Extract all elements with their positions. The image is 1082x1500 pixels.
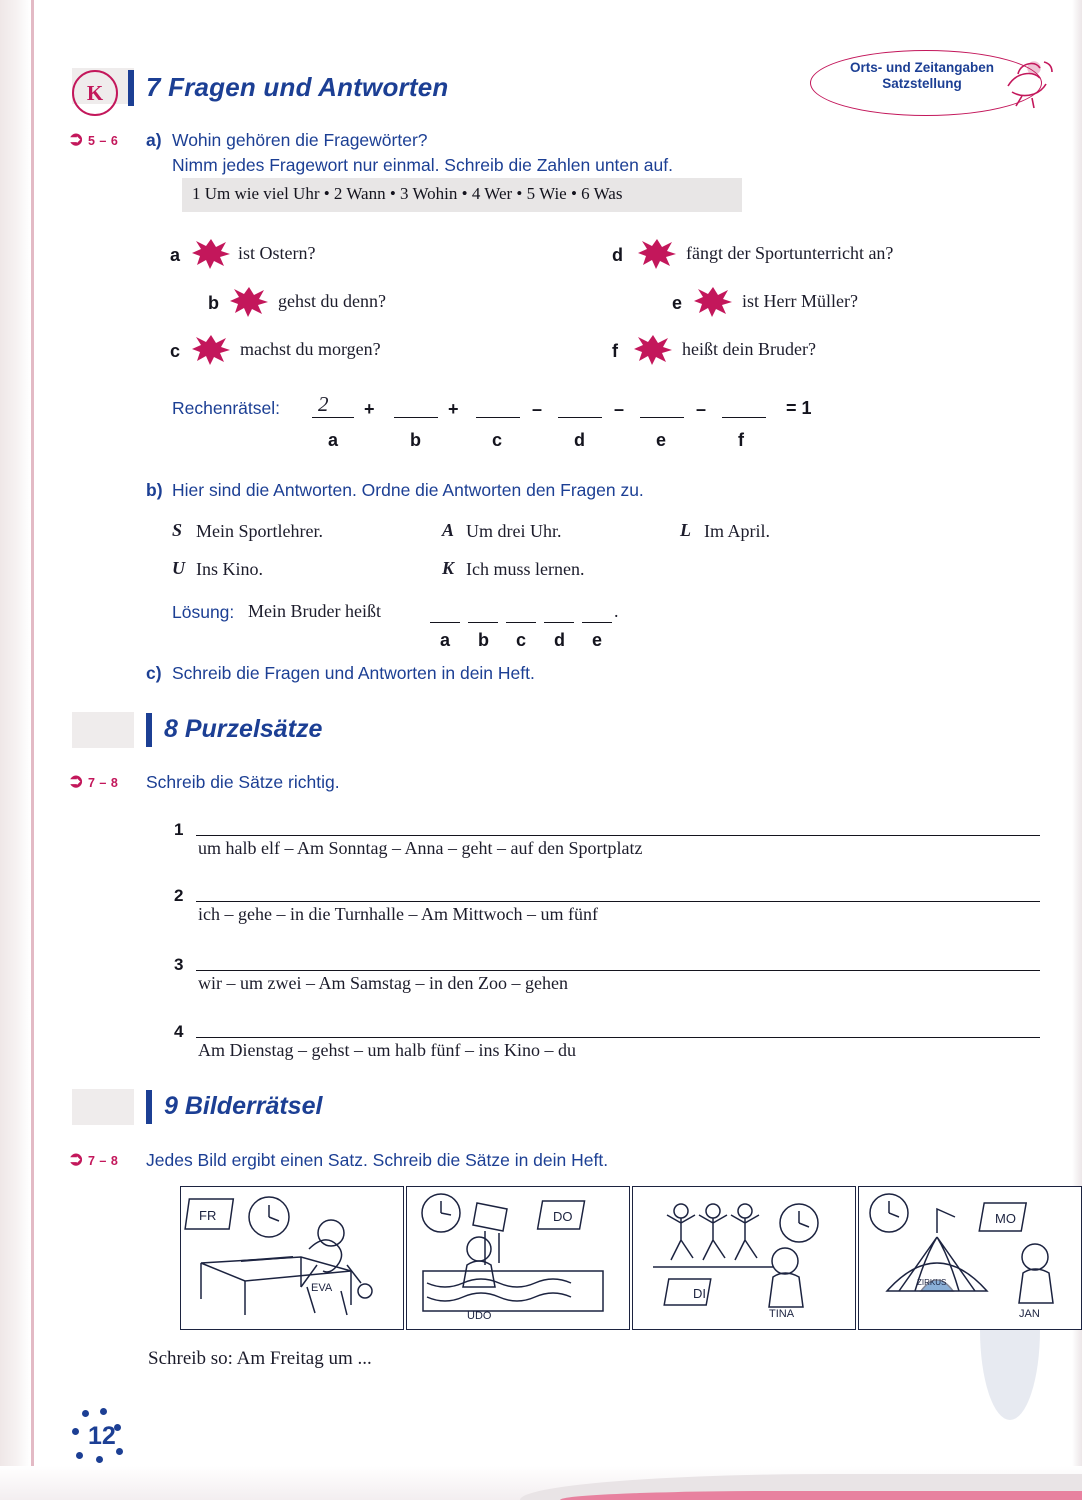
puzzle-slot-f-line	[722, 417, 766, 418]
sentence-write-line-4[interactable]	[196, 1037, 1040, 1038]
item-label-c: c	[170, 341, 181, 361]
svg-text:JAN: JAN	[1019, 1308, 1040, 1320]
svg-text:MO: MO	[995, 1211, 1016, 1226]
task-7a-marker: a)	[146, 130, 162, 150]
page-ref-arrow-7: ➲	[68, 129, 84, 150]
page-ref-9: 7 – 8	[88, 1154, 119, 1168]
task-8-instruction: Schreib die Sätze richtig.	[146, 772, 340, 792]
svg-text:TINA: TINA	[769, 1308, 795, 1320]
item-label-e: e	[672, 293, 683, 313]
exercise-7-heading: Fragen und Antworten	[168, 72, 449, 102]
puzzle-op-3: –	[532, 399, 543, 419]
solution-slot-label-e: e	[592, 630, 603, 650]
svg-text:DI: DI	[693, 1286, 706, 1301]
solution-period: .	[614, 601, 619, 621]
task-7a-line-1: Wohin gehören die Fragewörter?	[172, 130, 428, 150]
exercise-7-title	[146, 72, 448, 103]
scan-left-edge	[0, 0, 30, 1500]
svg-text:UDO: UDO	[467, 1310, 492, 1322]
item-text-d: fängt der Sportunterricht an?	[686, 243, 894, 263]
section-strip-8	[72, 712, 134, 748]
sentence-number-3: 3	[174, 955, 184, 974]
puzzle-slot-a-line	[312, 417, 354, 418]
page-number-badge	[70, 1408, 138, 1464]
item-text-c: machst du morgen?	[240, 339, 381, 359]
splat-icon	[632, 332, 674, 366]
puzzle-slot-label-b: b	[410, 430, 421, 450]
answer-text-S: Mein Sportlehrer.	[196, 521, 323, 541]
svg-text:ZIRKUS: ZIRKUS	[917, 1278, 947, 1287]
picture-2	[406, 1186, 630, 1330]
sentence-words-4: Am Dienstag – gehst – um halb fünf – ins Kino – du	[198, 1040, 576, 1060]
task-7a-line-2: Nimm jedes Fragewort nur einmal. Schreib die Zahlen unten auf.	[172, 155, 673, 175]
puzzle-slot-label-c: c	[492, 430, 503, 450]
answer-text-L: Im April.	[704, 521, 770, 541]
puzzle-op-1: +	[364, 399, 375, 419]
exercise-8-heading: Purzelsätze	[184, 715, 323, 743]
splat-icon	[636, 236, 678, 270]
task-7c-instruction: Schreib die Fragen und Antworten in dein Heft.	[172, 663, 535, 683]
splat-icon	[692, 284, 734, 318]
page-number: 12	[88, 1422, 116, 1450]
page-ref-arrow-8: ➲	[68, 771, 84, 792]
item-text-e: ist Herr Müller?	[742, 291, 858, 311]
sentence-write-line-1[interactable]	[196, 835, 1040, 836]
picture-3	[632, 1186, 856, 1330]
page-ref-7: 5 – 6	[88, 134, 119, 148]
puzzle-op-5: –	[696, 399, 707, 419]
topic-bubble-text	[822, 60, 1022, 92]
sentence-number-4: 4	[174, 1022, 184, 1041]
topic-line-2: Satzstellung	[882, 76, 962, 91]
task-9-instruction: Jedes Bild ergibt einen Satz. Schreib die Sätze in dein Heft.	[146, 1150, 609, 1170]
puzzle-op-4: –	[614, 399, 625, 419]
sentence-words-2: ich – gehe – in die Turnhalle – Am Mittwoch – um fünf	[198, 904, 598, 924]
item-label-f: f	[612, 341, 618, 361]
splat-icon	[190, 332, 232, 366]
sentence-write-line-3[interactable]	[196, 970, 1040, 971]
exercise-9-heading: Bilderrätsel	[184, 1092, 323, 1120]
puzzle-first-value: 2	[318, 392, 329, 416]
solution-label: Lösung:	[172, 602, 235, 622]
exercise-8-number: 8	[164, 715, 178, 743]
item-text-a: ist Ostern?	[238, 243, 316, 263]
section-strip-9	[72, 1089, 134, 1125]
solution-slot-label-d: d	[554, 630, 565, 650]
scan-left-margin-line	[31, 0, 34, 1500]
puzzle-slot-e-line	[640, 417, 684, 418]
answer-key-K: K	[442, 558, 455, 578]
sentence-write-line-2[interactable]	[196, 901, 1040, 902]
puzzle-slot-b-line	[394, 417, 438, 418]
puzzle-label: Rechenrätsel:	[172, 398, 280, 418]
solution-slot-a-line	[430, 622, 460, 623]
solution-slot-c-line	[506, 622, 536, 623]
solution-slot-label-a: a	[440, 630, 451, 650]
exercise-7-number: 7	[146, 72, 161, 102]
page-ref-arrow-9: ➲	[68, 1149, 84, 1170]
item-text-f: heißt dein Bruder?	[682, 339, 816, 359]
solution-slot-d-line	[544, 622, 574, 623]
puzzle-slot-label-f: f	[738, 430, 744, 450]
sentence-number-1: 1	[174, 820, 184, 839]
sentence-number-2: 2	[174, 886, 184, 905]
svg-text:EVA: EVA	[311, 1282, 333, 1294]
puzzle-op-2: +	[448, 399, 459, 419]
task-7c-marker: c)	[146, 663, 162, 683]
puzzle-slot-label-d: d	[574, 430, 585, 450]
solution-slot-e-line	[582, 622, 612, 623]
exercise-8-bar	[146, 713, 152, 747]
sentence-words-1: um halb elf – Am Sonntag – Anna – geht – auf den Sportplatz	[198, 838, 643, 858]
splat-icon	[190, 236, 232, 270]
mascot-icon	[1000, 52, 1056, 110]
picture-1	[180, 1186, 404, 1330]
item-text-b: gehst du denn?	[278, 291, 386, 311]
task-7b-instruction: Hier sind die Antworten. Ordne die Antworten den Fragen zu.	[172, 480, 644, 500]
item-label-b: b	[208, 293, 219, 313]
scan-bottom-pink-band	[560, 1491, 1082, 1500]
puzzle-slot-label-e: e	[656, 430, 667, 450]
page-ref-8: 7 – 8	[88, 776, 119, 790]
exercise-9-title	[164, 1092, 322, 1121]
answer-key-U: U	[172, 558, 185, 578]
solution-slot-label-c: c	[516, 630, 527, 650]
exercise-7-bar	[128, 70, 134, 106]
svg-text:DO: DO	[553, 1209, 573, 1224]
solution-slot-b-line	[468, 622, 498, 623]
picture-4	[858, 1186, 1082, 1330]
answer-key-L: L	[680, 520, 691, 540]
answer-text-U: Ins Kino.	[196, 559, 263, 579]
sentence-words-3: wir – um zwei – Am Samstag – in den Zoo – gehen	[198, 973, 568, 993]
puzzle-slot-label-a: a	[328, 430, 339, 450]
exercise-9-bar	[146, 1090, 152, 1124]
task-7b-marker: b)	[146, 480, 163, 500]
answer-text-A: Um drei Uhr.	[466, 521, 562, 541]
answer-key-A: A	[442, 520, 455, 540]
exercise-8-title	[164, 715, 322, 744]
puzzle-slot-d-line	[558, 417, 602, 418]
badge-k: K	[72, 70, 118, 116]
item-label-d: d	[612, 245, 623, 265]
exercise-9-number: 9	[164, 1092, 178, 1120]
svg-text:FR: FR	[199, 1208, 217, 1223]
answer-text-K: Ich muss lernen.	[466, 559, 585, 579]
item-label-a: a	[170, 245, 181, 265]
puzzle-slot-c-line	[476, 417, 520, 418]
solution-slot-label-b: b	[478, 630, 489, 650]
answer-key-S: S	[172, 520, 183, 540]
topic-line-1: Orts- und Zeitangaben	[849, 60, 994, 75]
exercise-9-footer: Schreib so: Am Freitag um ...	[148, 1348, 372, 1369]
wordbank-text: 1 Um wie viel Uhr • 2 Wann • 3 Wohin • 4 Wer • 5 Wie • 6 Was	[192, 184, 623, 203]
solution-text: Mein Bruder heißt	[248, 601, 381, 621]
puzzle-equals: = 1	[786, 398, 812, 418]
splat-icon	[228, 284, 270, 318]
